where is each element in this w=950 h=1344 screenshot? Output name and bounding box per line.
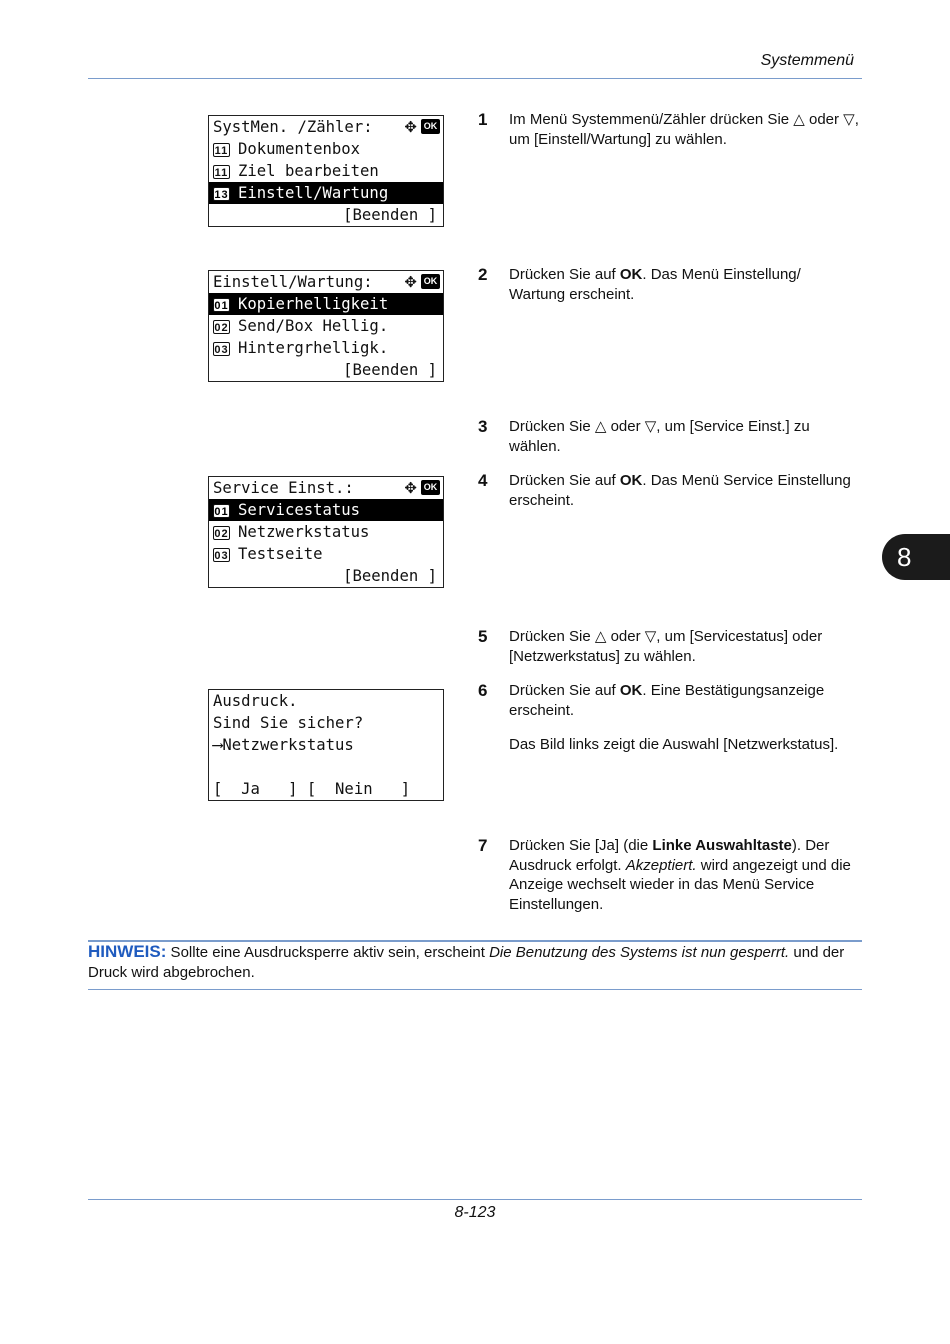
step-number: 1 (478, 110, 488, 129)
lcd-menu-item: 11 Dokumentenbox (214, 140, 361, 158)
item-number-icon: 13 (214, 188, 229, 201)
step-number: 2 (478, 265, 488, 284)
lcd-line: Ausdruck. (213, 692, 298, 710)
lcd-title: SystMen. /Zähler: ✥ OK (209, 116, 443, 138)
lcd-menu-item: 02 Netzwerkstatus (214, 523, 370, 541)
lcd-menu-item: 02 Send/Box Hellig. (214, 317, 389, 335)
lcd-menu-item-selected: 01 Servicestatus (209, 499, 443, 521)
lcd-menu-item: 03 Hintergrhelligk. (214, 339, 389, 357)
page-number: 8-123 (454, 1204, 496, 1221)
ok-key-icon: OK (421, 119, 440, 134)
item-number-icon: 02 (214, 321, 229, 334)
lcd-footer: [Beenden ] (343, 567, 437, 585)
step-number: 7 (478, 836, 488, 855)
lcd-menu-item-selected: 01 Kopierhelligkeit (209, 293, 443, 315)
lcd-title: Service Einst.: ✥ OK (209, 477, 443, 499)
step-text: Drücken Sie auf OK. Eine Bestätigungsanzeige erscheint. Das Bild links zeigt die Auswahl [Netzwerkstatus]. (509, 681, 861, 755)
item-number-icon: 03 (214, 343, 229, 356)
item-number-icon: 11 (214, 166, 229, 179)
note-label: HINWEIS: (88, 942, 167, 961)
lcd-screen-service-einst (208, 476, 444, 588)
item-number-icon: 01 (214, 299, 229, 312)
arrow-keys-icon: ✥ (404, 479, 417, 497)
footer-rule (88, 1199, 862, 1200)
note-bottom-rule (88, 989, 862, 990)
step-number: 5 (478, 627, 488, 646)
lcd-title: Einstell/Wartung: ✥ OK (209, 271, 443, 293)
lcd-screen-systmen (208, 115, 444, 227)
lcd-line: Sind Sie sicher? (213, 714, 364, 732)
lcd-menu-item-selected: 13 Einstell/Wartung (209, 182, 443, 204)
step-extra-text: Das Bild links zeigt die Auswahl [Netzwerkstatus]. (509, 736, 839, 753)
lcd-menu-item: 11 Ziel bearbeiten (214, 162, 379, 180)
step-number: 6 (478, 681, 488, 700)
step-text: Im Menü Systemmenü/Zähler drücken Sie △ oder ▽, um [Einstell/Wartung] zu wählen. (509, 111, 859, 148)
lcd-footer: [Beenden ] (343, 361, 437, 379)
item-number-icon: 02 (214, 527, 229, 540)
ok-key-icon: OK (421, 480, 440, 495)
header-title: Systemmenü (760, 52, 854, 69)
lcd-footer: [Beenden ] (343, 206, 437, 224)
note-box: HINWEIS: Sollte eine Ausdrucksperre aktiv sein, erscheint Die Benutzung des Systems ist nun gesperrt. und der Druck wird abgebrochen. (88, 942, 845, 981)
step-number: 3 (478, 417, 488, 436)
item-number-icon: 01 (214, 505, 229, 518)
step-text: Drücken Sie △ oder ▽, um [Service Einst.] zu wählen. (509, 418, 810, 455)
chapter-tab: 8 (882, 534, 950, 580)
ok-key-icon: OK (421, 274, 440, 289)
item-number-icon: 11 (214, 144, 229, 157)
arrow-keys-icon: ✥ (404, 273, 417, 291)
step-number: 4 (478, 471, 488, 490)
lcd-line (209, 756, 443, 778)
lcd-line: ⟶Netzwerkstatus (213, 736, 354, 754)
step-text: Drücken Sie [Ja] (die Linke Auswahltaste). Der Ausdruck erfolgt. Akzeptiert. wird angezeigt und die Anzeige wechselt wieder in das Menü Service Einstellungen. (509, 837, 851, 913)
lcd-screen-einstell-wartung (208, 270, 444, 382)
lcd-footer: [ Ja ] [ Nein ] (213, 780, 411, 798)
step-text: Drücken Sie auf OK. Das Menü Einstellung/ Wartung erscheint. (509, 266, 801, 303)
item-number-icon: 03 (214, 549, 229, 562)
header-rule (88, 78, 862, 79)
step-text: Drücken Sie △ oder ▽, um [Servicestatus] oder [Netzwerkstatus] zu wählen. (509, 628, 823, 665)
step-text: Drücken Sie auf OK. Das Menü Service Einstellung erscheint. (509, 472, 851, 509)
lcd-menu-item: 03 Testseite (214, 545, 323, 563)
arrow-keys-icon: ✥ (404, 118, 417, 136)
lcd-screen-confirm (208, 689, 444, 801)
